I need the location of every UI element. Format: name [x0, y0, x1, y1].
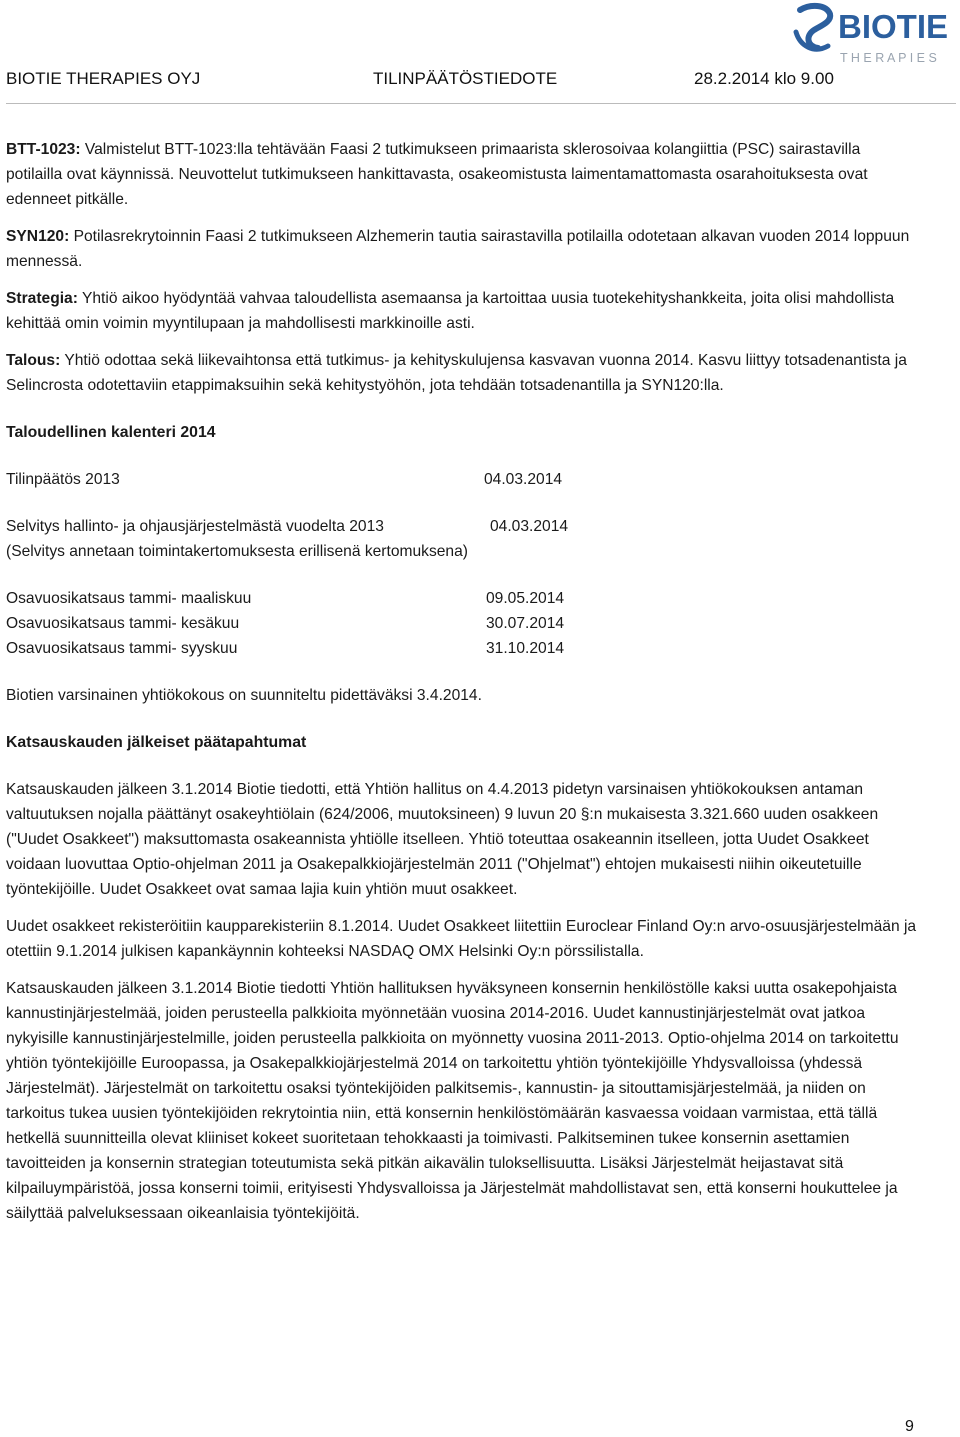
document-body	[6, 137, 918, 1226]
calendar-heading: Taloudellinen kalenteri 2014	[6, 424, 216, 441]
calendar-date: 04.03.2014	[490, 518, 569, 535]
calendar-date: 31.10.2014	[486, 640, 565, 657]
calendar-label: Osavuosikatsaus tammi- maaliskuu	[6, 590, 252, 607]
talous-lead: Talous:	[6, 352, 61, 369]
strategia-lead: Strategia:	[6, 290, 78, 307]
logo-subtitle: T H E R A P I E S	[840, 51, 937, 65]
strategia-paragraph	[6, 286, 918, 336]
calendar-row	[6, 586, 918, 611]
header-divider	[6, 103, 956, 104]
btt-paragraph	[6, 137, 918, 212]
calendar-date: 09.05.2014	[486, 590, 565, 607]
calendar-row	[6, 514, 918, 539]
calendar-label: Osavuosikatsaus tammi- kesäkuu	[6, 615, 240, 632]
talous-text: Yhtiö odottaa sekä liikevaihtonsa että tutkimus- ja kehityskulujensa kasvavan vuonna 2014. Kasvu liittyy totsadenantista ja Selincrosta odotettaviin etappimaksuihin sekä kehitystyöhön, jota tehdään totsadenantilla ja SYN120:lla.	[6, 352, 907, 394]
logo-wordmark: BIOTIE	[838, 8, 949, 45]
syn-text: Potilasrekrytoinnin Faasi 2 tutkimukseen Alzhemerin tautia sairastavilla potilailla odotetaan alkavan vuoden 2014 loppuun mennessä.	[6, 228, 910, 270]
strategia-text: Yhtiö aikoo hyödyntää vahvaa taloudellista asemaansa ja kartoittaa uusia tuotekehityshankkeita, joita olisi mahdollista kehittää omin voimin myyntilupaan ja mahdollisesti markkinoille asti.	[6, 290, 895, 332]
btt-lead: BTT-1023:	[6, 141, 81, 158]
page-number: 9	[905, 1418, 914, 1435]
talous-paragraph	[6, 348, 918, 398]
syn-lead: SYN120:	[6, 228, 70, 245]
events-paragraph-2: Uudet osakkeet rekisteröitiin kaupparekisteriin 8.1.2014. Uudet Osakkeet liitettiin Euroclear Finland Oy:n arvo-osuusjärjestelmään ja otettiin 9.1.2014 julkisen kapankäynnin kohteeksi NASDAQ OMX Helsinki Oy:n pörssilistalla.	[6, 918, 917, 960]
calendar-row	[6, 467, 918, 492]
document-type: TILINPÄÄTÖSTIEDOTE	[373, 69, 558, 88]
events-paragraph-3: Katsauskauden jälkeen 3.1.2014 Biotie tiedotti Yhtiön hallituksen hyväksyneen konsernin henkilöstölle kaksi uutta osakepohjaista kannustinjärjestelmää, joiden perusteella palkkioita myönnetään vuosina 2014-2016. Uudet kannustinjärjestelmät ovat jatkoa nykyisille kannustinjärjestelmille, joiden perusteella palkkioita on myönnetty vuosina 2011-2013. Optio-ohjelma 2014 on tarkoitettu yhtiön työntekijöille Euroopassa, ja Osakepalkkiojärjestelmä 2014 on tarkoitettu yhtiön työntekijöille Yhdysvalloissa (yhdessä Järjestelmät). Järjestelmät on tarkoitettu osaksi työntekijöiden palkitsemis-, kannustin- ja sitouttamisjärjestelmää, ja niiden on tarkoitus tukea uusien työntekijöiden rekrytointia niin, että konsernin henkilöstömäärän kasvaessa voidaan varmistaa, että tällä hetkellä suunnitteilla olevat kliiniset kokeet suoritetaan tehokkaasti ja toimivasti. Palkitseminen tukee konsernin asettamien tavoitteiden ja konsernin strategian toteutumista sekä pitkän aikavälin tuloksellisuutta. Lisäksi Järjestelmät heijastavat sitä kilpailuympäristöä, jossa konserni toimii, erityisesti Yhdysvalloissa ja Järjestelmät mahdollistavat sen, että konserni houkuttelee ja säilyttää palveluksessaan oikeanlaisia työntekijöitä.	[6, 980, 899, 1222]
calendar-label: Osavuosikatsaus tammi- syyskuu	[6, 640, 238, 657]
events-heading: Katsauskauden jälkeiset päätapahtumat	[6, 734, 307, 751]
calendar-row	[6, 611, 918, 636]
page-header	[0, 0, 960, 120]
company-name: BIOTIE THERAPIES OYJ	[6, 69, 201, 88]
calendar-label: Selvitys hallinto- ja ohjausjärjestelmästä vuodelta 2013	[6, 518, 384, 535]
agm-notice: Biotien varsinainen yhtiökokous on suunniteltu pidettäväksi 3.4.2014.	[6, 687, 482, 704]
calendar-note: (Selvitys annetaan toimintakertomuksesta erillisenä kertomuksena)	[6, 543, 468, 560]
calendar-row	[6, 636, 918, 661]
calendar-date: 04.03.2014	[484, 471, 563, 488]
biotie-logo	[792, 2, 958, 68]
release-date: 28.2.2014 klo 9.00	[694, 69, 834, 88]
calendar-label: Tilinpäätös 2013	[6, 471, 120, 488]
events-paragraph-1: Katsauskauden jälkeen 3.1.2014 Biotie tiedotti, että Yhtiön hallitus on 4.4.2013 pidetyn varsinaisen yhtiökokouksen antaman valtuutuksen nojalla päättänyt osakeyhtiölain (624/2006, muutoksineen) 9 luvun 20 §:n mukaisesta 3.321.660 uuden osakkeen ("Uudet Osakkeet") maksuttomasta osakeannista yhtiölle itselleen. Yhtiö toteuttaa osakeannin itselleen, jotta Uudet Osakkeet voidaan luovuttaa Optio-ohjelman 2011 ja Osakepalkkiojärjestelmän 2011 ("Ohjelmat") ehtojen mukaisesti niihin oikeutetuille työntekijöille. Uudet Osakkeet ovat samaa lajia kuin yhtiön muut osakkeet.	[6, 781, 879, 898]
btt-text: Valmistelut BTT-1023:lla tehtävään Faasi 2 tutkimukseen primaarista sklerosoivaa kolangiittia (PSC) sairastavilla potilailla ovat käynnissä. Neuvottelut tutkimukseen hankittavasta, osakeomistusta laimentamattomasta osarahoituksesta ovat edenneet pitkälle.	[6, 141, 868, 208]
syn-paragraph	[6, 224, 918, 274]
biotie-logo-mark	[792, 2, 958, 68]
calendar-date: 30.07.2014	[486, 615, 565, 632]
